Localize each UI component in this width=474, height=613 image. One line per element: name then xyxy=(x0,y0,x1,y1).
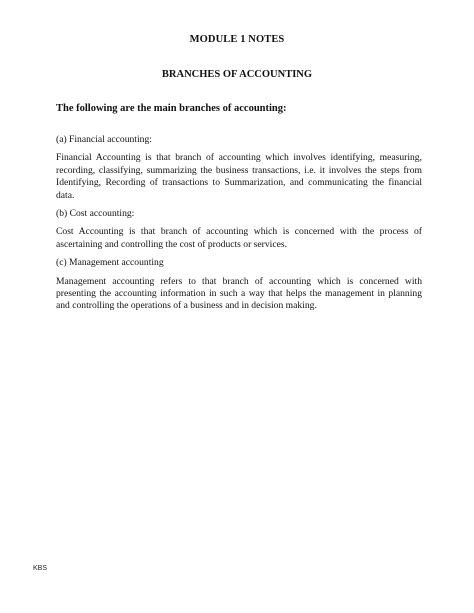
branch-text-cost: Cost Accounting is that branch of accounting which is concerned with the process of ascertaining and controlling the cost of products or services. xyxy=(56,226,422,250)
intro-text: The following are the main branches of accounting: xyxy=(56,103,287,114)
branch-text-financial: Financial Accounting is that branch of accounting which involves identifying, measuring, recording, classifying, summarizing the business transactions, i.e. it involves the steps from Identifying, Recording of transactions to Summarization, and communicating the financial data. xyxy=(56,152,422,201)
footer-label: KBS xyxy=(33,565,48,572)
branch-heading-financial: (a) Financial accounting: xyxy=(56,134,152,145)
module-title: MODULE 1 NOTES xyxy=(189,34,285,45)
section-title: BRANCHES OF ACCOUNTING xyxy=(161,69,313,80)
branch-text-management: Management accounting refers to that branch of accounting which is concerned with presenting the accounting information in such a way that helps the management in planning and controlling the operations of a business and in decision making. xyxy=(56,275,422,312)
branch-heading-management: (c) Management accounting xyxy=(56,257,164,269)
branches-list xyxy=(56,134,422,319)
branch-heading-cost: (b) Cost accounting: xyxy=(56,208,135,220)
